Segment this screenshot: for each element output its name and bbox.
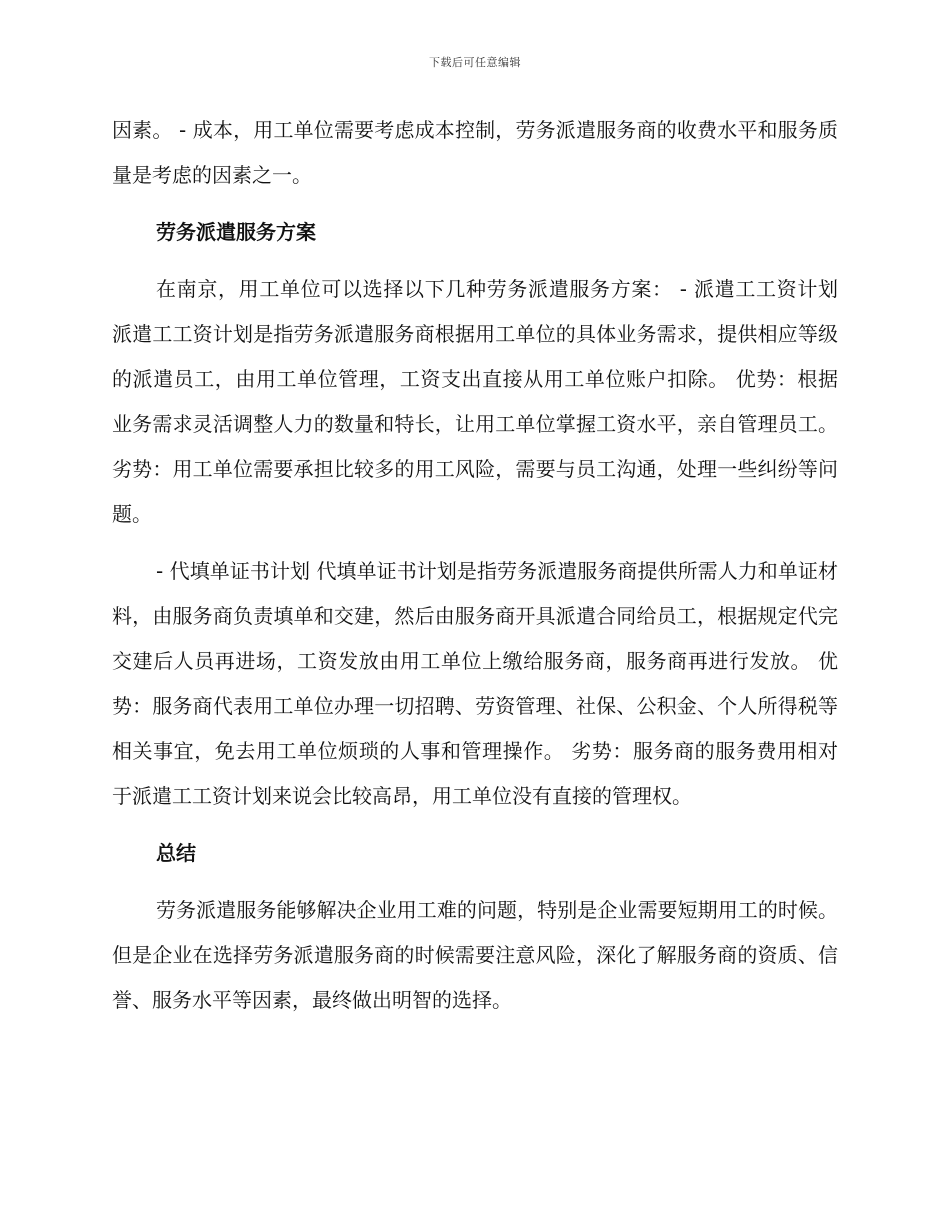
page-header: 下载后可任意编辑 [429,56,521,69]
heading-summary: 总结 [156,841,196,865]
paragraph-wage-plan: 在南京，用工单位可以选择以下几种劳务派遣服务方案： - 派遣工工资计划 派遣工工资计划是指劳务派遣服务商根据用工单位的具体业务需求，提供相应等级的派遣员工，由用工单位管理，工资支出直接从用工单位账户扣除。 优势：根据业务需求灵活调整人力的数量和特长，让用工单位掌握工资水平，亲自管理员工。 劣势：用工单位需要承担比较多的用工风险，需要与员工沟通，处理一些纠纷等问题。 [112,277,838,526]
paragraph-cost-factor: 因素。 - 成本，用工单位需要考虑成本控制，劳务派遣服务商的收费水平和服务质量是考虑的因素之一。 [112,118,838,187]
paragraph-summary: 劳务派遣服务能够解决企业用工难的问题，特别是企业需要短期用工的时候。但是企业在选择劳务派遣服务商的时候需要注意风险，深化了解服务商的资质、信誉、服务水平等因素，最终做出明智的选择。 [112,898,838,1012]
heading-service-plans: 劳务派遣服务方案 [156,220,316,244]
paragraph-certificate-plan: - 代填单证书计划 代填单证书计划是指劳务派遣服务商提供所需人力和单证材料，由服务商负责填单和交建，然后由服务商开具派遣合同给员工，根据规定代完交建后人员再进场，工资发放由用工单位上缴给服务商，服务商再进行发放。 优势：服务商代表用工单位办理一切招聘、劳资管理、社保、公积金、个人所得税等相关事宜，免去用工单位烦琐的人事和管理操作。 劣势：服务商的服务费用相对于派遣工工资计划来说会比较高昂，用工单位没有直接的管理权。 [112,559,838,808]
document-body [112,108,838,1035]
